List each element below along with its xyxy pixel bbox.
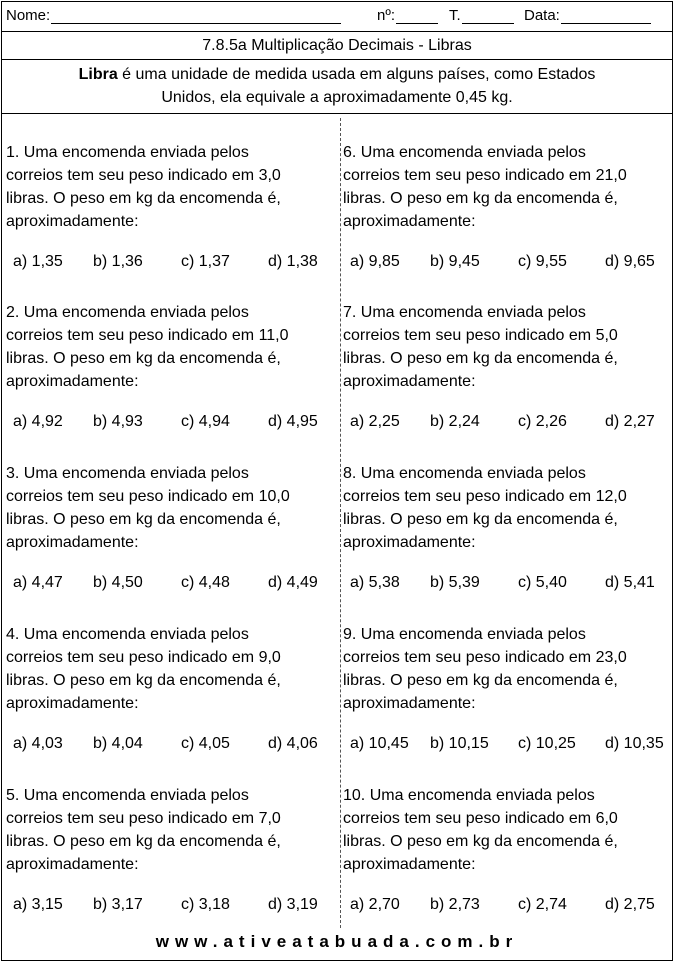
question-line-text: aproximadamente: [343,534,476,551]
answer-option-a[interactable]: a) 2,25 [350,413,400,430]
question-line-text: aproximadamente: [6,213,139,230]
answer-option-d[interactable]: d) 9,65 [605,253,655,270]
question-line-text: aproximadamente: [343,373,476,390]
answer-option-a[interactable]: a) 1,35 [13,253,63,270]
question-line-text: aproximadamente: [6,534,139,551]
question-text-line [6,508,336,531]
answer-option-d[interactable]: d) 2,27 [605,413,655,430]
answer-option-d[interactable]: d) 2,75 [605,896,655,913]
worksheet [1,1,673,961]
answer-options [6,896,336,920]
question-text-line [343,623,673,646]
question-text-line [343,347,673,370]
question-line-text: Uma encomenda enviada pelos [23,304,249,321]
question-text-line [6,692,336,715]
question-line-text: Uma encomenda enviada pelos [360,465,586,482]
answer-option-b[interactable]: b) 4,50 [93,574,143,591]
question-line-text: aproximadamente: [6,856,139,873]
question-10 [343,784,673,944]
date-label: Data: [524,7,560,24]
question-line-text: Uma encomenda enviada pelos [369,787,595,804]
answer-option-d[interactable]: d) 4,49 [268,574,318,591]
answer-option-c[interactable]: c) 3,18 [181,896,230,913]
question-text-line [6,531,336,554]
question-line-text: libras. O peso em kg da encomenda é, [343,511,618,528]
question-text-line [343,807,673,830]
question-line-text: aproximadamente: [6,695,139,712]
answer-option-d[interactable]: d) 3,19 [268,896,318,913]
question-number: 4. [6,626,20,643]
answer-option-c[interactable]: c) 5,40 [518,574,567,591]
answer-option-b[interactable]: b) 5,39 [430,574,480,591]
question-line-text: libras. O peso em kg da encomenda é, [343,190,618,207]
question-text-line [343,210,673,233]
question-text-line [6,324,336,347]
question-line-text: libras. O peso em kg da encomenda é, [6,833,281,850]
question-text-line [6,623,336,646]
answer-options [343,735,673,759]
date-line[interactable] [561,9,651,24]
question-number: 2. [6,304,20,321]
answer-option-b[interactable]: b) 2,24 [430,413,480,430]
answer-options [343,413,673,437]
question-text-line [343,485,673,508]
question-text-line [343,531,673,554]
answer-options [6,735,336,759]
question-text-line [343,141,673,164]
question-line-text: correios tem seu peso indicado em 12,0 [343,488,627,505]
question-text-line [343,164,673,187]
question-text-line [343,784,673,807]
question-text-line [343,187,673,210]
question-line-text: libras. O peso em kg da encomenda é, [343,833,618,850]
answer-options [343,896,673,920]
question-text-line [6,807,336,830]
question-text-line [6,462,336,485]
answer-option-a[interactable]: a) 9,85 [350,253,400,270]
question-line-text: Uma encomenda enviada pelos [23,787,249,804]
question-text-line [6,210,336,233]
answer-option-c[interactable]: c) 4,94 [181,413,230,430]
question-number: 5. [6,787,20,804]
question-text-line [6,187,336,210]
answer-options [6,413,336,437]
question-number: 7. [343,304,357,321]
question-text-line [6,347,336,370]
answer-option-d[interactable]: d) 10,35 [605,735,664,752]
question-7 [343,301,673,461]
question-line-text: Uma encomenda enviada pelos [23,465,249,482]
question-text-line [343,692,673,715]
number-line[interactable] [396,9,438,24]
question-line-text: Uma encomenda enviada pelos [360,304,586,321]
answer-options [6,253,336,277]
class-label: T. [449,7,461,24]
question-line-text: libras. O peso em kg da encomenda é, [6,190,281,207]
answer-option-b[interactable]: b) 3,17 [93,896,143,913]
question-text-line [6,370,336,393]
question-line-text: libras. O peso em kg da encomenda é, [6,350,281,367]
question-line-text: aproximadamente: [343,856,476,873]
worksheet-title: 7.8.5a Multiplicação Decimais - Libras [2,32,672,60]
answer-option-c[interactable]: c) 1,37 [181,253,230,270]
question-number: 1. [6,144,20,161]
question-text-line [6,301,336,324]
question-line-text: aproximadamente: [343,695,476,712]
question-line-text: correios tem seu peso indicado em 10,0 [6,488,290,505]
answer-option-a[interactable]: a) 2,70 [350,896,400,913]
question-text-line [6,853,336,876]
question-line-text: correios tem seu peso indicado em 21,0 [343,167,627,184]
column-divider [340,118,341,928]
answer-option-c[interactable]: c) 10,25 [518,735,576,752]
number-field[interactable] [377,7,438,24]
answer-option-a[interactable]: a) 4,03 [13,735,63,752]
question-text-line [6,784,336,807]
answer-option-d[interactable]: d) 5,41 [605,574,655,591]
answer-option-a[interactable]: a) 4,47 [13,574,63,591]
question-number: 3. [6,465,20,482]
student-info-header [2,2,672,32]
answer-option-c[interactable]: c) 2,74 [518,896,567,913]
name-field[interactable] [6,7,341,24]
answer-options [343,574,673,598]
number-label: nº: [377,7,395,24]
question-line-text: Uma encomenda enviada pelos [23,144,249,161]
answer-option-c[interactable]: c) 4,48 [181,574,230,591]
question-3 [6,462,336,622]
question-text-line [6,830,336,853]
answer-option-a[interactable]: a) 4,92 [13,413,63,430]
answer-option-a[interactable]: a) 5,38 [350,574,400,591]
question-line-text: Uma encomenda enviada pelos [360,626,586,643]
question-text-line [6,485,336,508]
answer-option-d[interactable]: d) 4,95 [268,413,318,430]
question-line-text: aproximadamente: [6,373,139,390]
question-line-text: libras. O peso em kg da encomenda é, [6,672,281,689]
question-text-line [6,646,336,669]
answer-option-c[interactable]: c) 2,26 [518,413,567,430]
intro-line-1-text: é uma unidade de medida usada em alguns países, como Estados [117,66,596,83]
name-line[interactable] [51,9,341,24]
question-line-text: correios tem seu peso indicado em 9,0 [6,649,281,666]
question-1 [6,141,336,301]
question-line-text: libras. O peso em kg da encomenda é, [343,672,618,689]
question-text-line [343,324,673,347]
question-text-line [343,669,673,692]
question-8 [343,462,673,622]
answer-option-b[interactable]: b) 9,45 [430,253,480,270]
question-line-text: correios tem seu peso indicado em 23,0 [343,649,627,666]
answer-option-a[interactable]: a) 3,15 [13,896,63,913]
question-line-text: Uma encomenda enviada pelos [360,144,586,161]
answer-option-d[interactable]: d) 4,06 [268,735,318,752]
question-text-line [343,508,673,531]
website-footer: www.ativeatabuada.com.br [155,932,519,951]
question-number: 8. [343,465,357,482]
date-field[interactable] [524,7,651,24]
question-2 [6,301,336,461]
answer-option-b[interactable]: b) 1,36 [93,253,143,270]
question-line-text: correios tem seu peso indicado em 6,0 [343,810,618,827]
question-text-line [343,301,673,324]
question-text-line [343,830,673,853]
intro-box [2,60,672,114]
answer-option-d[interactable]: d) 1,38 [268,253,318,270]
question-4 [6,623,336,783]
question-text-line [343,370,673,393]
question-line-text: correios tem seu peso indicado em 5,0 [343,327,618,344]
question-6 [343,141,673,301]
answer-options [343,253,673,277]
answer-option-c[interactable]: c) 9,55 [518,253,567,270]
question-9 [343,623,673,783]
question-text-line [6,141,336,164]
answer-options [6,574,336,598]
answer-option-c[interactable]: c) 4,05 [181,735,230,752]
question-line-text: correios tem seu peso indicado em 3,0 [6,167,281,184]
answer-option-b[interactable]: b) 4,04 [93,735,143,752]
question-text-line [6,669,336,692]
question-line-text: correios tem seu peso indicado em 11,0 [6,327,289,344]
answer-option-a[interactable]: a) 10,45 [350,735,409,752]
answer-option-b[interactable]: b) 10,15 [430,735,489,752]
question-line-text: Uma encomenda enviada pelos [23,626,249,643]
question-number: 6. [343,144,357,161]
class-field[interactable] [449,7,514,24]
question-line-text: libras. O peso em kg da encomenda é, [343,350,618,367]
answer-option-b[interactable]: b) 2,73 [430,896,480,913]
name-label: Nome: [6,7,51,24]
question-line-text: libras. O peso em kg da encomenda é, [6,511,281,528]
question-line-text: correios tem seu peso indicado em 7,0 [6,810,281,827]
question-5 [6,784,336,944]
answer-option-b[interactable]: b) 4,93 [93,413,143,430]
intro-line-1 [2,63,672,86]
intro-line-2: Unidos, ela equivale a aproximadamente 0,45 kg. [161,89,513,106]
class-line[interactable] [462,9,514,24]
question-text-line [343,462,673,485]
intro-bold-word: Libra [78,66,118,83]
question-number: 10. [343,787,366,804]
question-text-line [343,646,673,669]
question-text-line [343,853,673,876]
question-text-line [6,164,336,187]
question-number: 9. [343,626,357,643]
question-line-text: aproximadamente: [343,213,476,230]
